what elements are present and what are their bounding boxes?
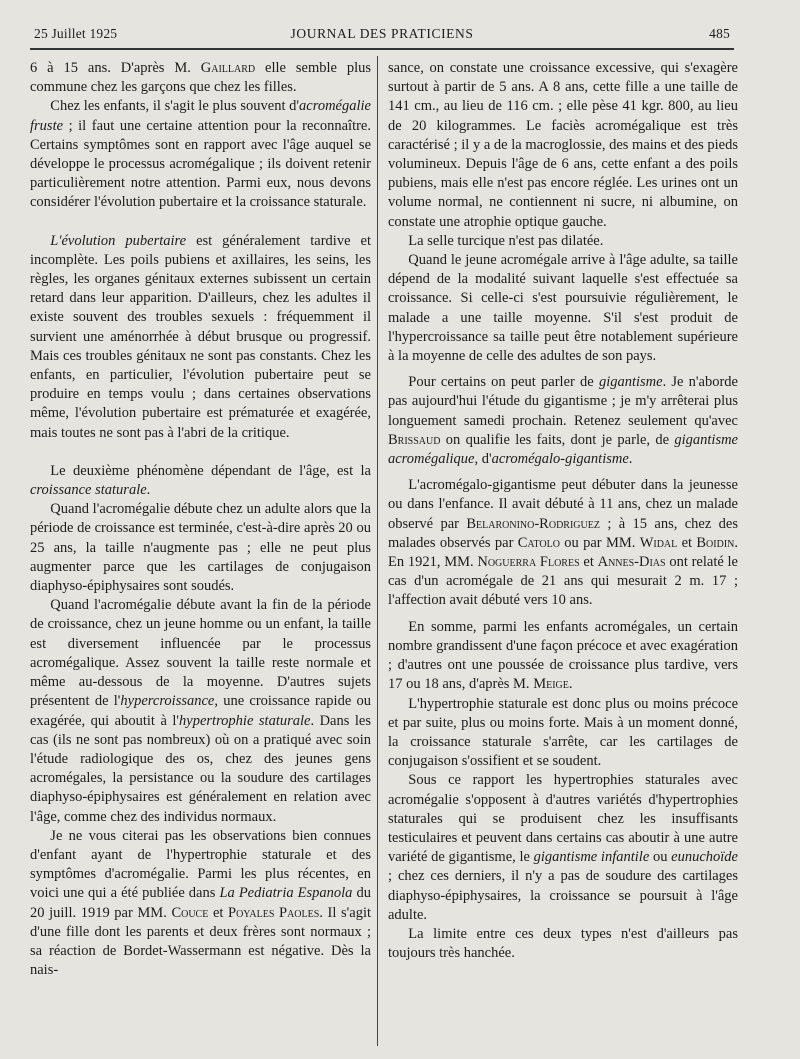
paragraph: En somme, parmi les enfants acromégales, un certain nombre grandissent d'une façon précoce et avec exagération ; d'autres ont une poussée de croissance plus tardive, vers 17 ou 18 ans, d'après M. Meige. [388, 618, 738, 693]
paragraph: L'acromégalo-gigantisme peut débuter dans la jeunesse ou dans l'enfance. Il avait débuté à 11 ans, chez un malade observé par Belaronino-Rodriguez ; à 15 ans, chez des malades observés par Catolo ou par MM. Widal et Boidin. En 1921, MM. Noguerra Flores et Annes-Dias ont relaté le cas d'un acromégale de 21 ans qui mesurait 2 m. 17 ; l'affection avait débuté vers 10 ans. [388, 477, 738, 609]
paragraph: Pour certains on peut parler de gigantisme. Je n'aborde pas aujourd'hui l'étude du gigantisme ; je m'y arrêterai plus longuement samedi prochain. Retenez seulement qu'avec Brissaud on qualifie les faits, dont je parle, de gigantisme acromégalique, d'acromégalo-gigantisme. [388, 374, 738, 468]
column-divider [377, 56, 378, 1046]
author-name: Widal [639, 534, 678, 551]
author-name: Noguerra Flores [477, 554, 580, 571]
header-date: 25 Juillet 1925 [34, 26, 118, 41]
right-column [388, 59, 738, 963]
paragraph: Je ne vous citerai pas les observations bien connues d'enfant ayant de l'hypertrophie staturale et des symptômes d'acromégalie. Parmi les plus récentes, en voici une qui a été publiée dans La Pediatria Espanola du 20 juill. 1919 par MM. Couce et Poyales Paoles. Il s'agit d'une fille dont les parents et deux frères sont normaux ; sa réaction de Bordet-Wassermann est négative. Dès la nais- [30, 827, 371, 979]
paragraph: L'évolution pubertaire est généralement tardive et incomplète. Les poils pubiens et axillaires, les seins, les règles, les organes génitaux externes subissent un certain retard dans leur apparition. D'ailleurs, chez les adultes il existe souvent des troubles sexuels : fréquemment il survient une aménorrhée à début brusque ou progressif. Mais ces troubles génitaux ne sont pas constants. Chez les enfants, en particulier, l'évolution pubertaire peut se produire en temps voulu ; dans certaines observations même, l'évolution pubertaire est prématurée et exagérée, mais toutes ne sont pas à l'abri de la critique. [30, 232, 371, 441]
paragraph: La selle turcique n'est pas dilatée. [408, 232, 604, 249]
header-journal-title: JOURNAL DES PRATICIENS [290, 26, 474, 41]
left-column [30, 59, 371, 980]
paragraph: 6 à 15 ans. D'après M. Gaillard elle semble plus commune chez les garçons que chez les filles. [30, 60, 372, 96]
author-name: Catolo [517, 534, 560, 551]
paragraph: La limite entre ces deux types n'est d'ailleurs pas toujours très hanchée. [388, 925, 738, 962]
author-name: Belaronino-Rodriguez [466, 515, 600, 532]
header-rule [30, 48, 734, 50]
paragraph: Quand l'acromégalie débute avant la fin de la période de croissance, chez un jeune homme ou un enfant, la taille est diversement influencée par le processus acromégalique. Assez souvent la taille reste normale et même au-dessous de la moyenne. D'autres sujets présentent de l'hypercroissance, une croissance rapide ou exagérée, qui aboutit à l'hypertrophie staturale. Dans les cas (ils ne sont pas nombreux) où on a pratiqué avec soin l'étude radiologique des os, chez des jeunes gens acromégales, la persistance ou la soudure des cartilages diaphyso-épiphysaires est généralement en relation avec l'âge, comme chez des individus normaux. [30, 597, 371, 825]
paragraph: Quand l'acromégalie débute chez un adulte alors que la période de croissance est terminée, c'est-à-dire après 20 ou 25 ans, la taille n'augmente pas ; elle ne peut plus augmenter parce que les cartilages de conjugaison diaphyso-épiphysaires sont soudés. [30, 501, 371, 595]
paragraph: Chez les enfants, il s'agit le plus souvent d'acromégalie fruste ; il faut une certaine attention pour la reconnaître. Certains symptômes sont en rapport avec l'âge auquel se développe le processus acromégalique ; ils doivent retenir particulièrement notre attention. Parmi eux, nous devons considérer l'évolution pubertaire et la croissance staturale. [30, 98, 371, 211]
header-page-number: 485 [709, 26, 730, 41]
paragraph: sance, on constate une croissance excessive, qui s'exagère surtout à partir de 5 ans. A 8 ans, cette fille a une taille de 141 cm., au lieu de 116 cm. ; elle pèse 41 kgr. 800, au lieu de 20 kilogrammes. Le faciès acromégalique est très caractérisé ; il y a de la macroglossie, des mains et des pieds volumineux. Depuis l'âge de 6 ans, cette enfant a des poils pubiens, mais elle n'est pas encore réglée. Les urines ont un volume normal, ne contiennent ni sucre, ni albumine, on constate une atrophie optique gauche. [388, 60, 738, 230]
page-header [34, 26, 730, 48]
author-name: Gaillard [200, 60, 256, 76]
paragraph: L'hypertrophie staturale est donc plus ou moins précoce et par suite, plus ou moins forte. Mais à un moment donné, la croissance staturale s'arrête, car les cartilages de conjugaison s'ossifient et se soudent. [388, 695, 738, 770]
paragraph: Le deuxième phénomène dépendant de l'âge, est la croissance staturale. [30, 462, 371, 499]
paragraph: Quand le jeune acromégale arrive à l'âge adulte, sa taille dépend de la modalité suivant laquelle s'est effectuée sa croissance. Si celle-ci s'est poursuivie régulièrement, le malade a une taille moyenne. S'il s'est produit de l'hypercroissance sa taille peut être notablement supérieure à la moyenne de celle des adultes de son pays. [388, 252, 738, 365]
paragraph: Sous ce rapport les hypertrophies staturales avec acromégalie s'opposent à d'autres variétés d'hypertrophies staturales qui se produisent chez les insuffisants testiculaires et peuvent dans certains cas aboutir à une autre variété de gigantisme, le gigantisme infantile ou eunuchoïde ; chez ces derniers, il n'y a pas de soudure des cartilages diaphyso-épiphysaires, la croissance se poursuit à l'âge adulte. [388, 772, 738, 923]
author-name: Annes-Dias [597, 554, 666, 571]
author-name: Poyales Paoles [228, 904, 320, 921]
author-name: Meige [533, 676, 569, 693]
author-name: Brissaud [388, 431, 441, 448]
author-name: Couce [171, 904, 209, 921]
author-name: Boidin [696, 534, 735, 551]
